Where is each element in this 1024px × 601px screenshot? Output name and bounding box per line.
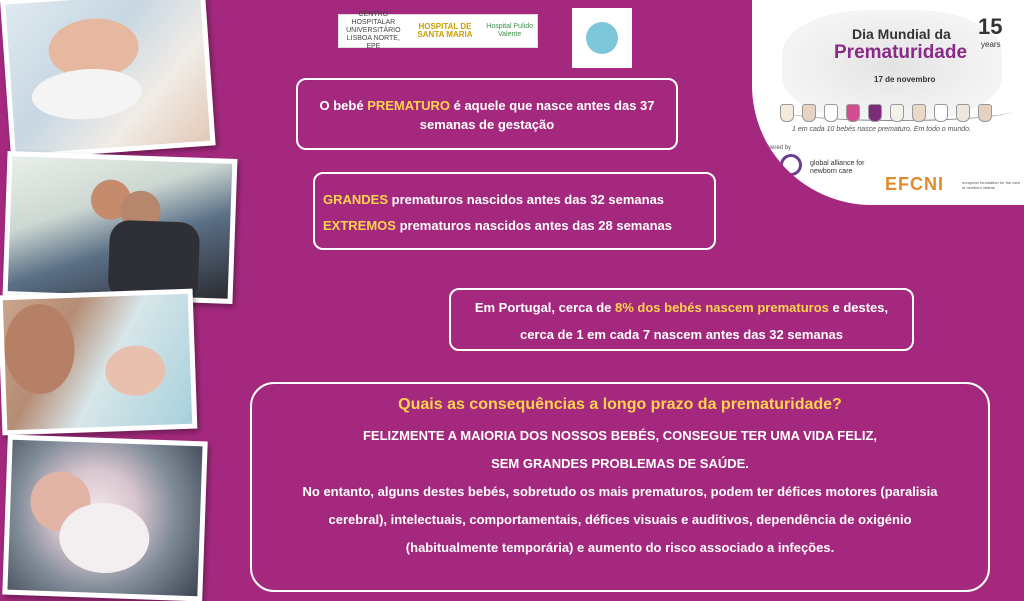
banner-message: 1 em cada 10 bebés nasce prematuro. Em todo o mundo. xyxy=(792,126,971,133)
unit-logo xyxy=(572,8,632,68)
photo-premature-baby-hand xyxy=(0,0,216,160)
banner-date: 17 de novembro xyxy=(874,75,936,84)
portugal-stats-line2: cerca de 1 em cada 7 nascem antes das 32 semanas xyxy=(519,327,844,342)
photo-father-baby xyxy=(0,289,197,436)
category-extremos-text: prematuros nascidos antes das 28 semanas xyxy=(395,218,672,233)
banner-title-line1: Dia Mundial da xyxy=(852,26,951,42)
heart-hands-icon xyxy=(586,22,618,54)
powered-by-label: powered by xyxy=(760,145,792,151)
sock-icon xyxy=(978,104,992,122)
consequences-line4: cerebral), intelectuais, comportamentais, défices visuais e auditivos, dependência de oxigénio xyxy=(328,512,912,527)
consequences-line2: SEM GRANDES PROBLEMAS DE SAÚDE. xyxy=(491,456,749,471)
efcni-logo: EFCNI xyxy=(885,174,944,194)
sock-icon xyxy=(802,104,816,122)
definition-pre: O bebé xyxy=(319,98,368,113)
category-extremos xyxy=(323,213,714,239)
photo-baby-in-incubator xyxy=(2,435,207,601)
sock-icon xyxy=(934,104,948,122)
consequences-question: Quais as consequências a longo prazo da prematuridade? xyxy=(398,396,842,413)
category-extremos-label: EXTREMOS xyxy=(323,218,396,233)
consequences-line3: No entanto, alguns destes bebés, sobretudo os mais prematuros, podem ter défices motores (paralisia xyxy=(302,484,938,499)
sock-icon xyxy=(890,104,904,122)
definition-line1 xyxy=(298,96,676,115)
banner-title-line2: Prematuridade xyxy=(834,42,968,63)
anniversary-years-label: years xyxy=(981,40,1001,49)
portugal-stats-highlight: 8% dos bebés nascem prematuros xyxy=(615,300,829,315)
consequences-box xyxy=(250,382,990,592)
category-grandes xyxy=(323,187,714,213)
anniversary-badge: 15 xyxy=(978,14,1003,39)
chln-logo: CENTRO HOSPITALAR UNIVERSITÁRIO LISBOA NORTE, EPE xyxy=(346,11,401,50)
photo-parents-incubator xyxy=(3,151,238,304)
sock-icon xyxy=(824,104,838,122)
portugal-stats-box xyxy=(449,288,914,351)
sock-icon xyxy=(846,104,860,122)
ganc-logo-icon xyxy=(780,154,802,176)
category-grandes-label: GRANDES xyxy=(323,192,389,207)
category-grandes-text: prematuros nascidos antes das 32 semanas xyxy=(388,192,665,207)
consequences-line5: (habitualmente temporária) e aumento do risco associado a infeções. xyxy=(405,540,835,555)
definition-post: é aquele que nasce antes das 37 xyxy=(450,98,655,113)
definition-line2: semanas de gestação xyxy=(419,117,555,132)
sock-icon xyxy=(780,104,794,122)
sock-icon xyxy=(956,104,970,122)
sock-icon xyxy=(868,104,882,122)
portugal-stats-post: e destes, xyxy=(828,300,889,315)
categories-box xyxy=(313,172,716,250)
portugal-stats-pre: Em Portugal, cerca de xyxy=(474,300,616,315)
hospital-logos xyxy=(338,11,538,50)
portugal-stats-line1 xyxy=(451,294,912,321)
santa-maria-logo: HOSPITAL DE SANTA MARIA xyxy=(417,22,473,39)
world-prematurity-day-banner xyxy=(752,0,1024,205)
sock-icon xyxy=(912,104,926,122)
definition-highlight: PREMATURO xyxy=(367,98,450,113)
efcni-subtitle: european foundation for the care of newborn infants xyxy=(962,180,1021,190)
ganc-label: global alliance for newborn care xyxy=(810,160,865,175)
consequences-line1: FELIZMENTE A MAIORIA DOS NOSSOS BEBÉS, CONSEGUE TER UMA VIDA FELIZ, xyxy=(362,428,877,443)
pulido-valente-logo: Hospital Pulido Valente xyxy=(486,23,533,38)
definition-box xyxy=(296,78,678,150)
